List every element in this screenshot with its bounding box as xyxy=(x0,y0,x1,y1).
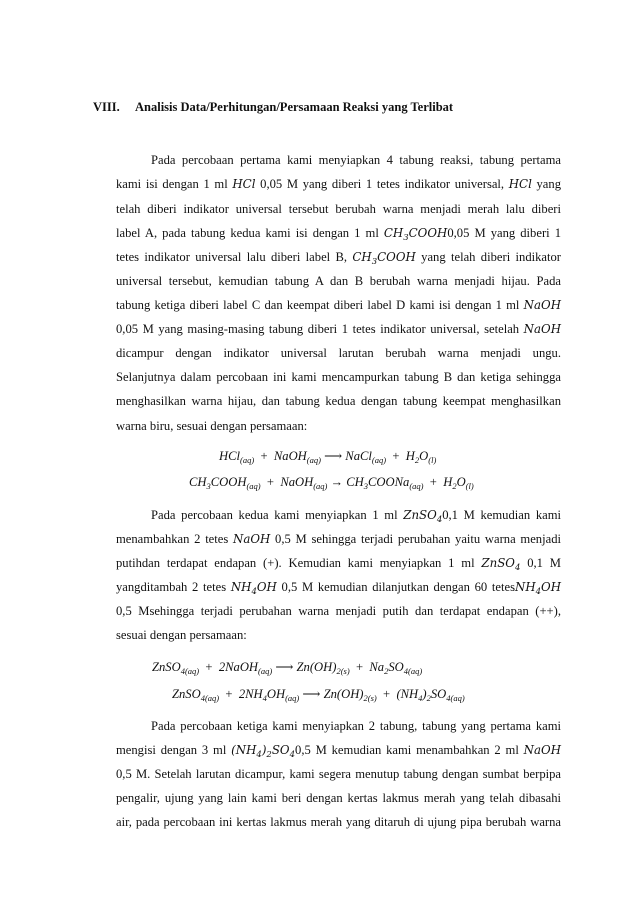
equation-znso4-nh4oh: ZnSO$_{4(aq)}$ + $2NH_4OH_{(aq)}$ ⟶ $Zn(OH)_{2(s)} + (NH_4)_2SO_{4(aq)}$ xyxy=(172,687,465,703)
paragraph-1-line: Pada percobaan pertama kami menyiapkan 4 tabung reaksi, tabung pertama xyxy=(151,153,561,167)
equation-neutralization-hcl: HCl$_{(aq)}$ + NaOH$_{(aq)}$ ⟶ NaCl$_{(aq)}$ + $H_2O_{(l)}$ xyxy=(219,449,437,465)
section-title: Analisis Data/Perhitungan/Persamaan Reaksi yang Terlibat xyxy=(135,100,454,114)
paragraph-3-line: mengisi dengan 3 ml $(NH_4)_2SO_40,5$ M kemudian kami menambahkan 2 ml NaOH xyxy=(116,743,561,760)
paragraph-3-line: air, pada percobaan ini kertas lakmus merah yang ditaruh di ujung pipa berubah warna xyxy=(116,815,561,829)
paragraph-3-line: Pada percobaan ketiga kami menyiapkan 2 tabung, tabung yang pertama kami xyxy=(151,719,561,733)
paragraph-1-line: dicampur dengan indikator universal larutan berubah warna menjadi ungu. xyxy=(116,346,561,360)
paragraph-1-line: tetes indikator universal lalu diberi label B, $CH_3COOH$ yang telah diberi indikator xyxy=(116,250,561,267)
paragraph-1-line: label A, pada tabung kedua kami isi dengan 1 ml $CH_3COOH0,05$ M yang diberi 1 xyxy=(116,226,562,243)
paragraph-1-line: warna biru, sesuai dengan persamaan: xyxy=(116,419,308,433)
paragraph-3-line: pengalir, ujung yang lain kami beri dengan kertas lakmus merah yang telah dibasahi xyxy=(116,791,561,805)
paragraph-1-line: Selanjutnya dalam percobaan ini kami mencampurkan tabung B dan ketiga sehingga xyxy=(116,370,561,384)
section-heading xyxy=(93,100,453,115)
paragraph-1-line: 0,05 M yang masing-masing tabung diberi 1 tetes indikator universal, setelah NaOH xyxy=(116,322,561,336)
paragraph-2-line: 0,5 Msehingga terjadi perubahan warna menjadi putih dan terdapat endapan (++), xyxy=(116,604,561,618)
paragraph-2-line: menambahkan 2 tetes NaOH 0,5 M sehingga terjadi perubahan yaitu warna menjadi xyxy=(116,532,561,546)
paragraph-1-line: kami isi dengan 1 ml HCl 0,05 M yang diberi 1 tetes indikator universal, HCl yang xyxy=(116,177,561,191)
paragraph-3-line: 0,5 M. Setelah larutan dicampur, kami segera menutup tabung dengan sumbat berpipa xyxy=(116,767,561,781)
equation-znso4-naoh: ZnSO$_{4(aq)}$ + 2NaOH$_{(aq)}$ ⟶ $Zn(OH)_{2(s)} + Na_2SO_{4(aq)}$ xyxy=(152,660,423,676)
paragraph-1-line: menghasilkan warna hijau, dan tabung kedua dengan tabung keempat menghasilkan xyxy=(116,394,561,408)
paragraph-2-line: putihdan terdapat endapan (+). Kemudian kami menyiapkan 1 ml ZnSO$_4$ 0,1 M xyxy=(116,556,561,573)
paragraph-2-line: sesuai dengan persamaan: xyxy=(116,628,247,642)
paragraph-1-line: tabung ketiga diberi label C dan keempat diberi label D kami isi dengan 1 ml NaOH xyxy=(116,298,561,312)
paragraph-1-line: universal tersebut, kemudian tabung A dan B berubah warna menjadi hijau. Pada xyxy=(116,274,561,288)
paragraph-1-line: telah diberi indikator universal tersebut berubah warna menjadi merah lalu diberi xyxy=(116,202,561,216)
paragraph-2-line: yangditambah 2 tetes $NH_4OH$ 0,5 M kemudian dilanjutkan dengan 60 tetesNH$_4$OH xyxy=(116,580,562,597)
equation-neutralization-acetic: $CH_3COOH_{(aq)}$ + NaOH$_{(aq)}$ → $CH_3COONa_{(aq)} + H_2O_{(l)}$ xyxy=(189,475,474,491)
paragraph-2-line: Pada percobaan kedua kami menyiapkan 1 ml ZnSO$_4$0,1 M kemudian kami xyxy=(151,508,562,525)
section-number: VIII. xyxy=(93,100,120,114)
